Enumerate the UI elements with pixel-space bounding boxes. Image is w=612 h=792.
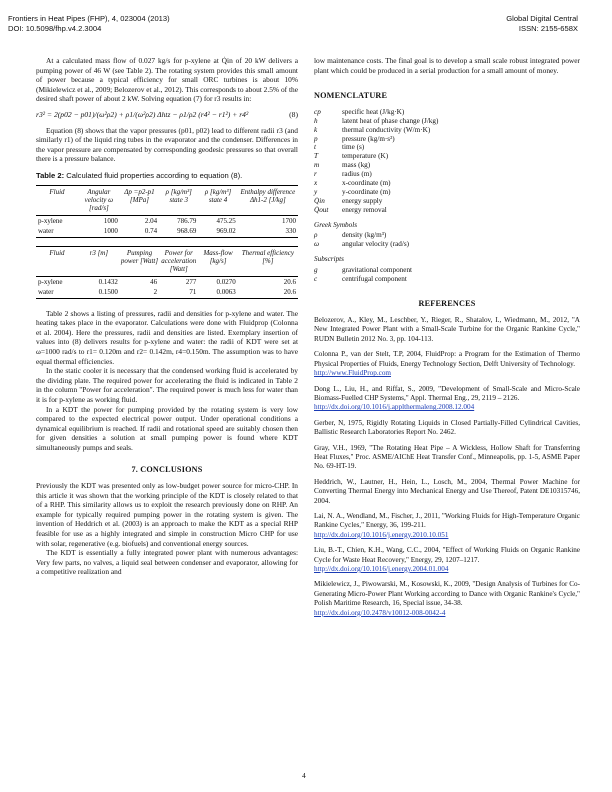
table-cell: water — [36, 287, 78, 298]
table-header-cell: Fluid — [36, 246, 78, 276]
section-heading-conclusions: 7. CONCLUSIONS — [131, 464, 203, 474]
table-label: Table 2: — [36, 170, 65, 180]
table-cell: 969.02 — [198, 226, 237, 237]
symbol-entry — [314, 143, 580, 152]
symbol: h — [314, 116, 318, 125]
table-cell: 46 — [150, 277, 158, 286]
equation-text: r3² = 2(p02 − p01)/(ω²ρ2) + ρ1/(ω²ρ2) Δhtz − ρ1/ρ2 (r4² − r1²) + r4² — [36, 109, 249, 119]
symbol-description: thermal conductivity (W/m·K) — [342, 125, 431, 134]
table-header-cell: ρ [kg/m³] state 4 — [198, 185, 237, 215]
symbol: Q̇in — [314, 196, 325, 205]
paragraph: At a calculated mass flow of 0.027 kg/s for p-xylene at Q̇in of 20 kW delivers a pumping power of 46 W (see Table 2). The rotating system provides this small amount of power because a typical efficiency for small ORC turbines is about 10% (Mikielewicz et al., 2009; Belozerov et al., 2012). This corresponds to about 2.5% of the desired shaft power of about 2 kW. Solving equation (7) for r3 results in: — [36, 56, 298, 104]
table-cell: p-xylene — [38, 277, 63, 286]
paragraph: Equation (8) shows that the vapor pressures (p01, p02) lead to different radii r3 (and similarly r1) of the liquid ring tubes in the evaporator and the condenser. Differences in the vapor pressure are compensated by corresponding geodesic pressures so that overall there is a pressure balance. — [36, 125, 298, 164]
table-caption — [36, 171, 298, 181]
reference-entry — [314, 444, 580, 472]
symbol: Q̇out — [314, 205, 329, 214]
reference-text: Gerber, N, 1975, Rigidly Rotating Liquids in Closed Partially-Filled Cylindrical Cavities, Ballistic Research Laboratories Report No. 2462. — [314, 418, 580, 437]
symbol-description: y-coordinate (m) — [342, 187, 391, 196]
equation-8 — [36, 110, 298, 120]
reference-link[interactable]: http://dx.doi.org/10.1016/j.energy.2010.10.051 — [314, 530, 449, 539]
reference-text: Heddrich, W., Lautner, H., Hein, L., Losch, M., 2004, Thermal Power Machine for Converting Thermal Energy into Mechanical Energy and Use Thereof, Patent DE10315746, 2004. — [314, 477, 580, 505]
symbol-description: pressure (kg/m·s²) — [342, 134, 395, 143]
symbol-description: angular velocity (rad/s) — [342, 240, 410, 249]
paragraph: low maintenance costs. The final goal is to develop a small scale robust integrated power plant which could be produced in a serial production for a small amount of money. — [314, 56, 580, 75]
symbol-entry — [314, 179, 580, 188]
symbol-entry — [314, 126, 580, 135]
symbol: c — [314, 274, 318, 283]
symbol-description: specific heat (J/kg·K) — [342, 107, 405, 116]
table-header-cell: Enthalpy difference Δh1-2 [J/kg] — [238, 185, 298, 215]
reference-entry — [314, 580, 580, 618]
symbol-entry — [314, 206, 580, 215]
table-cell: 786.79 — [177, 216, 197, 225]
reference-entry — [314, 316, 580, 344]
section-heading-references: REFERENCES — [418, 299, 476, 309]
table-row — [36, 226, 298, 237]
reference-link[interactable]: http://dx.doi.org/10.1016/j.energy.2004.01.004 — [314, 565, 449, 573]
table-2a — [36, 185, 298, 238]
paragraph: The KDT is essentially a fully integrated power plant with numerous advantages: Very few parts, no valves, a liquid seal between condenser and evaporator, allowing for a competitive realization and — [36, 548, 298, 577]
reference-entry — [314, 546, 580, 574]
table-row — [36, 276, 298, 287]
references-list — [314, 316, 580, 618]
subscripts-list — [314, 266, 580, 284]
reference-text: Dong L., Liu, H., and Riffat, S., 2009, "Development of Small-Scale and Micro-Scale Biomass-Fuelled CHP Systems," Appl. Thermal Eng., 29, 2119 – 2126. — [314, 384, 580, 402]
reference-text: Mikielewicz, J., Piwowarski, M., Kosowski, K., 2009, "Design Analysis of Turbines for Co-Generating Micro-Power Plant Working according to Dance with Organic Rankine's Cycle," Polish Maritime Research, 16, Special issue, 34-38. — [314, 580, 580, 608]
paragraph: Previously the KDT was presented only as low-budget power source for micro-CHP. In this article it was shown that the working principle of the KDT is closely related to that of a RHP. This similarity allows us to exploit the research previously done on RHP. An example for typically required pumping power in the rotating system is given. The invention of Heddrich et al. (2003) is an approach to make the KDT as a special RHP feasible for use as a highly integrated and simple in construction Micro CHP for use with solar, regenerative (e.g. biofuels) and conventional energy sources. — [36, 481, 298, 548]
symbol-entry — [314, 161, 580, 170]
greek-symbols-heading: Greek Symbols — [314, 220, 358, 229]
table-cell: p-xylene — [38, 216, 63, 225]
paragraph: In the static cooler it is necessary that the condensed working fluid is accelerated by the dividing plate. The required power for accelerating the fluid is indicated in Table 2 in the column "Power for acceleration". The required power is much less for water than it is for p-xylene as working fluid. — [36, 366, 298, 404]
running-header-right — [506, 14, 578, 34]
symbol: ω — [314, 240, 320, 249]
table-cell: 277 — [185, 277, 197, 286]
table-cell: 0.74 — [120, 226, 159, 237]
symbol: r — [314, 170, 317, 179]
reference-text: Liu, B.-T., Chien, K.H., Wang, C.C., 2004, "Effect of Working Fluids on Organic Rankine Cycle for Waste Heat Recovery," Energy, 29, 1207–1217. — [314, 546, 580, 564]
table-row — [36, 215, 298, 226]
page-number: 4 — [302, 771, 306, 780]
symbol-entry — [314, 188, 580, 197]
table-header-cell: Pumping power [Watt] — [120, 246, 159, 276]
symbol-entry — [314, 266, 580, 275]
paragraph: In a KDT the power for pumping provided by the rotating system is very low compared to the expected electrical power output. Under operational conditions a dynamical equilibrium is reached. If radii and rotational speed are suitably chosen then for given densities a solution at small pumping power is found where KDT simultaneously pumps and seals. — [36, 404, 298, 452]
reference-entry — [314, 478, 580, 506]
reference-text: Gray, V.H., 1969, "The Rotating Heat Pipe – A Wickless, Hollow Shaft for Transferring Heat Fluxes," Proc. ASME/AIChE Heat Transfer Conf., Minneapolis, pp. 1-5, ASME Paper No. 69-HT-19. — [314, 443, 580, 471]
reference-entry — [314, 419, 580, 438]
symbol-entry — [314, 197, 580, 206]
table-cell: 2 — [120, 287, 159, 298]
table-cell: 1000 — [103, 216, 118, 225]
symbol-description: gravitational component — [342, 265, 413, 274]
symbol: g — [314, 265, 318, 274]
symbol-description: energy removal — [342, 205, 387, 214]
table-header-cell: ρ [kg/m³] state 3 — [159, 185, 198, 215]
table-cell: 2.04 — [144, 216, 158, 225]
reference-link[interactable]: http://dx.doi.org/10.2478/v10012-008-0042-4 — [314, 608, 446, 617]
symbol-entry — [314, 275, 580, 284]
left-column — [36, 56, 298, 577]
issn: ISSN: 2155-658X — [518, 24, 578, 33]
reference-entry — [314, 385, 580, 413]
table-header-cell: Power for acceleration [Watt] — [159, 246, 198, 276]
symbol-entry — [314, 152, 580, 161]
table-row — [36, 287, 298, 298]
symbol: cp — [314, 107, 321, 116]
table-cell: water — [36, 226, 78, 237]
symbol-description: radius (m) — [342, 170, 372, 179]
table-cell: 1000 — [78, 226, 120, 237]
symbol-entry — [314, 108, 580, 117]
subscripts-heading: Subscripts — [314, 255, 344, 264]
symbol: k — [314, 125, 318, 134]
symbol-description: mass (kg) — [342, 161, 371, 170]
table-cell: 0.0270 — [216, 277, 236, 286]
paragraph: Table 2 shows a listing of pressures, radii and densities for p-xylene and water. The heating takes place in the evaporator. Calculations were done with Fluidprop (Colonna et al. 2004). Here the pressures, radii and densities are listed. Exemplary insertion of values into (8) delivers results for p-xylene and water: the radii of KDT were set at ω=1000 rad/s to r1= 0.120m and r2= 0.142m, r4=0.150m. The assumption was to have equal thermal efficiencies. — [36, 308, 298, 366]
symbol-description: latent heat of phase change (J/kg) — [342, 116, 439, 125]
reference-text: Colonna P., van der Stelt, T.P, 2004, FluidProp: a Program for the Estimation of Thermo Physical Properties of Fluids, Energy Technology Section, Delft University of Technology. — [314, 350, 580, 368]
table-2b — [36, 246, 298, 299]
table-header-cell: Angular velocity ω [rad/s] — [78, 185, 120, 215]
table-cell: 330 — [238, 226, 298, 237]
running-header-left — [8, 14, 170, 34]
symbol-description: density (kg/m³) — [342, 231, 387, 240]
table-header-cell: r3 [m] — [78, 246, 120, 276]
symbol: t — [314, 143, 316, 152]
table-header-cell: Δp =p2-p1 [MPa] — [120, 185, 159, 215]
symbol-entry — [314, 135, 580, 144]
table-cell: 0.1500 — [78, 287, 120, 298]
right-column — [314, 56, 580, 624]
symbol-description: centrifugal component — [342, 274, 407, 283]
reference-entry — [314, 512, 580, 540]
symbol-entry — [314, 240, 580, 249]
nomenclature-list — [314, 108, 580, 215]
table-cell: 1700 — [282, 216, 296, 225]
equation-number: (8) — [289, 109, 298, 119]
table-header-row — [36, 246, 298, 276]
table-cell: 20.6 — [283, 277, 296, 286]
doi: DOI: 10.5098/fhp.v4.2.3004 — [8, 24, 102, 33]
section-heading-nomenclature: NOMENCLATURE — [314, 91, 388, 101]
journal-citation: Frontiers in Heat Pipes (FHP), 4, 023004 (2013) — [8, 14, 170, 23]
symbol-entry — [314, 117, 580, 126]
table-cell: 0.0063 — [198, 287, 237, 298]
symbol: x — [314, 179, 318, 188]
reference-link[interactable]: http://dx.doi.org/10.1016/j.applthermaleng.2008.12.004 — [314, 403, 475, 412]
reference-entry — [314, 350, 580, 378]
table-caption-text: Calculated fluid properties according to equation (8). — [64, 170, 243, 180]
symbol-entry — [314, 170, 580, 179]
table-cell: 968.69 — [159, 226, 198, 237]
symbol: ρ — [314, 231, 318, 240]
reference-link[interactable]: http://www.FluidProp.com — [314, 369, 392, 378]
table-cell: 475.25 — [216, 216, 236, 225]
symbol-description: energy supply — [342, 196, 383, 205]
symbol-description: x-coordinate (m) — [342, 179, 391, 188]
table-header-cell: Thermal efficiency [%] — [238, 246, 298, 276]
reference-text: Belozerov, A., Kley, M., Leschber, Y., Rieger, R., Shatalov, I., Wiedmann, M., 2012, "A New Integrated Power Plant with a Small-Scale Turbine for the Organic Rankine Cycle," RUDN Bulletin 2012 No. 3, pp. 104-113. — [314, 316, 580, 343]
table-cell: 71 — [159, 287, 198, 298]
symbol-description: temperature (K) — [342, 152, 389, 161]
table-cell: 20.6 — [238, 287, 298, 298]
symbol: p — [314, 134, 318, 143]
symbol-description: time (s) — [342, 143, 365, 152]
symbol: T — [314, 152, 318, 161]
table-header-cell: Fluid — [36, 185, 78, 215]
symbol: m — [314, 161, 320, 170]
reference-text: Lai, N. A., Wendland, M., Fischer, J., 2011, "Working Fluids for High-Temperature Organic Rankine Cycles," Energy, 36, 199-211. — [314, 511, 580, 530]
greek-symbols-list — [314, 231, 580, 249]
symbol: y — [314, 187, 318, 196]
table-cell: 0.1432 — [98, 277, 118, 286]
table-header-cell: Mass-flow [kg/s] — [198, 246, 237, 276]
publisher: Global Digital Central — [506, 14, 578, 23]
table-header-row — [36, 185, 298, 215]
symbol-entry — [314, 231, 580, 240]
